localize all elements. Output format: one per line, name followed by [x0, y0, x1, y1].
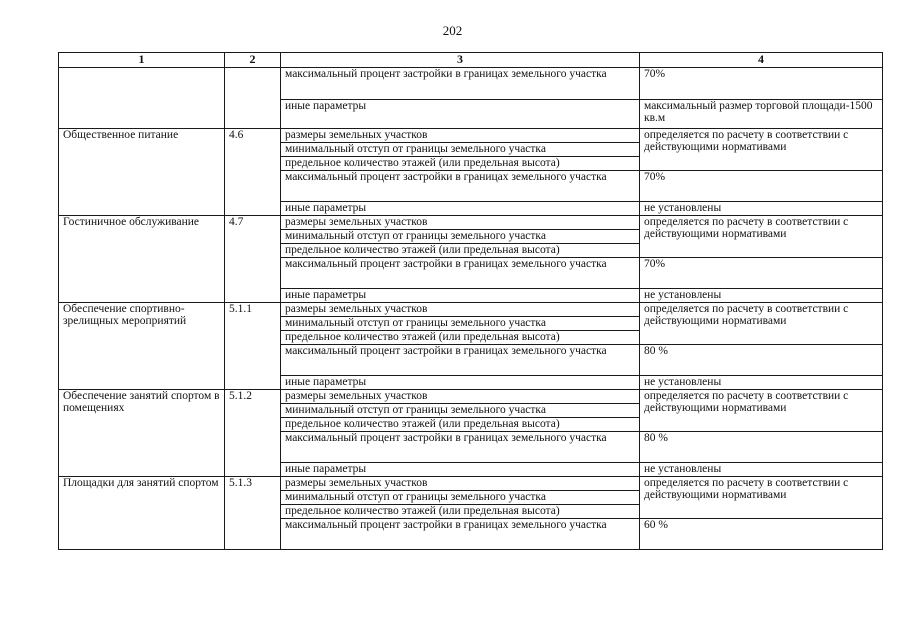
activity-code: 5.1.3: [225, 477, 281, 550]
activity-name: Площадки для занятий спортом: [59, 477, 225, 550]
param-indent: минимальный отступ от границы земельного участка: [281, 317, 640, 331]
column-header-1: 1: [59, 53, 225, 68]
norm-value: определяется по расчету в соответствии с действующими нормативами: [640, 390, 883, 432]
table-row: [59, 477, 883, 491]
column-header-3: 3: [281, 53, 640, 68]
param-percent-value: 70%: [640, 68, 883, 100]
table-row: [59, 303, 883, 317]
param-other-value: максимальный размер торговой площади-1500 кв.м: [640, 100, 883, 129]
param-indent: минимальный отступ от границы земельного участка: [281, 143, 640, 157]
param-other: иные параметры: [281, 100, 640, 129]
table-row: [59, 216, 883, 230]
param-other: иные параметры: [281, 463, 640, 477]
param-floors: предельное количество этажей (или предельная высота): [281, 244, 640, 258]
page-number: 202: [442, 23, 463, 38]
param-floors: предельное количество этажей (или предельная высота): [281, 418, 640, 432]
activity-code: 5.1.1: [225, 303, 281, 390]
param-indent: минимальный отступ от границы земельного участка: [281, 491, 640, 505]
norm-value: определяется по расчету в соответствии с действующими нормативами: [640, 216, 883, 258]
param-other: иные параметры: [281, 202, 640, 216]
scan-margin-mark: [890, 570, 896, 590]
activity-code-cell: [225, 68, 281, 129]
param-percent-value: 70%: [640, 258, 883, 289]
param-other-value: не установлены: [640, 289, 883, 303]
param-percent: максимальный процент застройки в границах земельного участка: [281, 345, 640, 376]
activity-name: Обеспечение спортивно-зрелищных мероприятий: [59, 303, 225, 390]
param-floors: предельное количество этажей (или предельная высота): [281, 157, 640, 171]
param-size: размеры земельных участков: [281, 303, 640, 317]
param-other-value: не установлены: [640, 202, 883, 216]
param-percent-value: 70%: [640, 171, 883, 202]
column-header-4: 4: [640, 53, 883, 68]
regulations-table: [58, 52, 883, 550]
activity-name: Гостиничное обслуживание: [59, 216, 225, 303]
param-indent: минимальный отступ от границы земельного участка: [281, 230, 640, 244]
activity-name-cell: [59, 68, 225, 129]
param-size: размеры земельных участков: [281, 477, 640, 491]
param-size: размеры земельных участков: [281, 390, 640, 404]
param-floors: предельное количество этажей (или предельная высота): [281, 505, 640, 519]
param-percent: максимальный процент застройки в границах земельного участка: [281, 258, 640, 289]
param-percent-value: 80 %: [640, 345, 883, 376]
norm-value: определяется по расчету в соответствии с действующими нормативами: [640, 477, 883, 519]
table-row: [59, 68, 883, 100]
param-percent: максимальный процент застройки в границах земельного участка: [281, 519, 640, 550]
activity-name: Общественное питание: [59, 129, 225, 216]
param-percent: максимальный процент застройки в границах земельного участка: [281, 68, 640, 100]
param-percent: максимальный процент застройки в границах земельного участка: [281, 432, 640, 463]
column-header-2: 2: [225, 53, 281, 68]
header-row: [59, 53, 883, 68]
param-other: иные параметры: [281, 289, 640, 303]
param-other: иные параметры: [281, 376, 640, 390]
param-size: размеры земельных участков: [281, 129, 640, 143]
param-other-value: не установлены: [640, 463, 883, 477]
norm-value: определяется по расчету в соответствии с действующими нормативами: [640, 303, 883, 345]
norm-value: определяется по расчету в соответствии с действующими нормативами: [640, 129, 883, 171]
activity-code: 4.6: [225, 129, 281, 216]
param-size: размеры земельных участков: [281, 216, 640, 230]
table-row: [59, 390, 883, 404]
table-row: [59, 129, 883, 143]
param-percent-value: 80 %: [640, 432, 883, 463]
param-other-value: не установлены: [640, 376, 883, 390]
activity-name: Обеспечение занятий спортом в помещениях: [59, 390, 225, 477]
activity-code: 4.7: [225, 216, 281, 303]
param-floors: предельное количество этажей (или предельная высота): [281, 331, 640, 345]
activity-code: 5.1.2: [225, 390, 281, 477]
param-percent: максимальный процент застройки в границах земельного участка: [281, 171, 640, 202]
param-indent: минимальный отступ от границы земельного участка: [281, 404, 640, 418]
param-percent-value: 60 %: [640, 519, 883, 550]
